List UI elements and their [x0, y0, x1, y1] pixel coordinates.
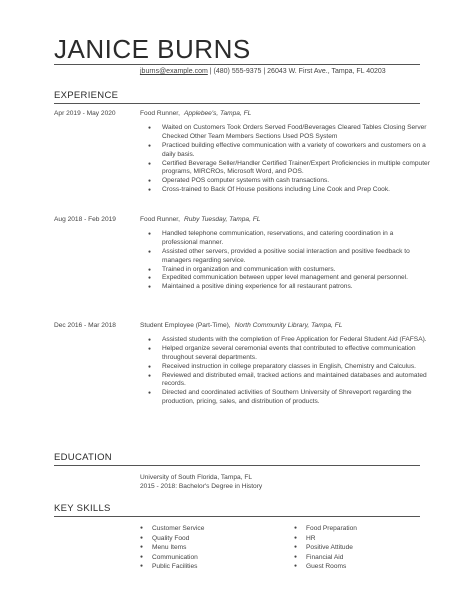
list-item: ● Cross-trained to Back Of House positions including Line Cook and Prep Cook. — [140, 186, 430, 195]
job-dates: Aug 2018 - Feb 2019 — [54, 216, 116, 223]
education-divider — [54, 465, 420, 466]
list-item: ● Helped organize several ceremonial events that contributed to effective communication throughout several departments. — [140, 345, 430, 363]
experience-divider — [54, 103, 420, 104]
job-dates: Dec 2016 - Mar 2018 — [54, 322, 116, 329]
job-title: Food Runner, — [140, 216, 180, 223]
list-item: ● Operated POS computer systems with cash transactions. — [140, 177, 430, 186]
skill-item: ● Customer Service — [140, 524, 290, 534]
contact-separator: | — [209, 68, 212, 75]
list-item: ● Certified Beverage Seller/Handler Certified Trainer/Expert Proficiencies in multiple computer programs, MIRCROs, Microsoft Word, and POS. — [140, 160, 430, 178]
skill-item: ● Menu Items — [140, 543, 290, 553]
education-entry — [140, 473, 262, 491]
candidate-name: JANICE BURNS — [54, 34, 251, 64]
list-item: ● Handled telephone communication, reservations, and catering coordination in a professional manner. — [140, 230, 430, 248]
list-item: ● Assisted other servers, provided a positive social interaction and positive feedback to managers regarding service. — [140, 248, 430, 266]
job-title: Student Employee (Part-Time), — [140, 322, 231, 329]
job-bullets — [140, 124, 430, 195]
job-role — [140, 216, 260, 225]
skills-heading: KEY SKILLS — [54, 503, 111, 514]
skills-list — [140, 524, 450, 584]
address: 26043 W. First Ave., Tampa, FL 40203 — [267, 68, 386, 75]
education-heading: EDUCATION — [54, 452, 112, 463]
contact-line — [140, 68, 386, 75]
skill-item: ● Public Facilities — [140, 562, 290, 572]
job-organization: Applebee's, Tampa, FL — [183, 110, 252, 117]
job-role — [140, 322, 342, 331]
job-role — [140, 110, 251, 119]
skills-divider — [54, 516, 420, 517]
skill-item: ● HR — [294, 534, 444, 544]
list-item: ● Expedited communication between upper level management and general personnel. — [140, 274, 430, 283]
job-dates: Apr 2019 - May 2020 — [54, 110, 116, 117]
list-item: ● Directed and coordinated activities of Southern University of Shreveport regarding the production, pricing, sales, and distribution of products. — [140, 389, 430, 407]
job-organization: Ruby Tuesday, Tampa, FL — [183, 216, 261, 223]
list-item: ● Practiced building effective communication with a variety of coworkers and customers on a daily basis. — [140, 142, 430, 160]
skills-column-right — [294, 524, 444, 572]
experience-heading: EXPERIENCE — [54, 90, 119, 101]
list-item: ● Maintained a positive dining experience for all restaurant patrons. — [140, 283, 430, 292]
header-divider — [54, 64, 420, 65]
list-item: ● Trained in organization and communication with costumers. — [140, 266, 430, 275]
skill-item: ● Quality Food — [140, 534, 290, 544]
list-item: ● Reviewed and distributed email, tracked actions and maintained databases and automated records. — [140, 372, 430, 390]
degree: 2015 - 2018: Bachelor's Degree in History — [140, 483, 263, 491]
job-bullets — [140, 336, 430, 407]
list-item: ● Waited on Customers Took Orders Served Food/Beverages Cleared Tables Closing Server Checked Other Team Members Sections Used POS System — [140, 124, 430, 142]
skills-column-left — [140, 524, 290, 572]
email-link[interactable]: jburns@example.com — [140, 68, 208, 75]
job-title: Food Runner, — [140, 110, 180, 117]
list-item: ● Received instruction in college preparatory classes in English, Chemistry and Calculus. — [140, 363, 430, 372]
contact-separator: | — [263, 68, 266, 75]
skill-item: ● Positive Attitude — [294, 543, 444, 553]
skill-item: ● Financial Aid — [294, 553, 444, 563]
job-bullets — [140, 230, 430, 292]
job-organization: North Community Library, Tampa, FL — [234, 322, 343, 329]
school-name: University of South Florida, Tampa, FL — [140, 474, 253, 481]
skill-item: ● Guest Rooms — [294, 562, 444, 572]
phone-number: (480) 555-9375 — [213, 68, 262, 75]
skill-item: ● Food Preparation — [294, 524, 444, 534]
list-item: ● Assisted students with the completion of Free Application for Federal Student Aid (FAFSA). — [140, 336, 430, 345]
skill-item: ● Communication — [140, 553, 290, 563]
